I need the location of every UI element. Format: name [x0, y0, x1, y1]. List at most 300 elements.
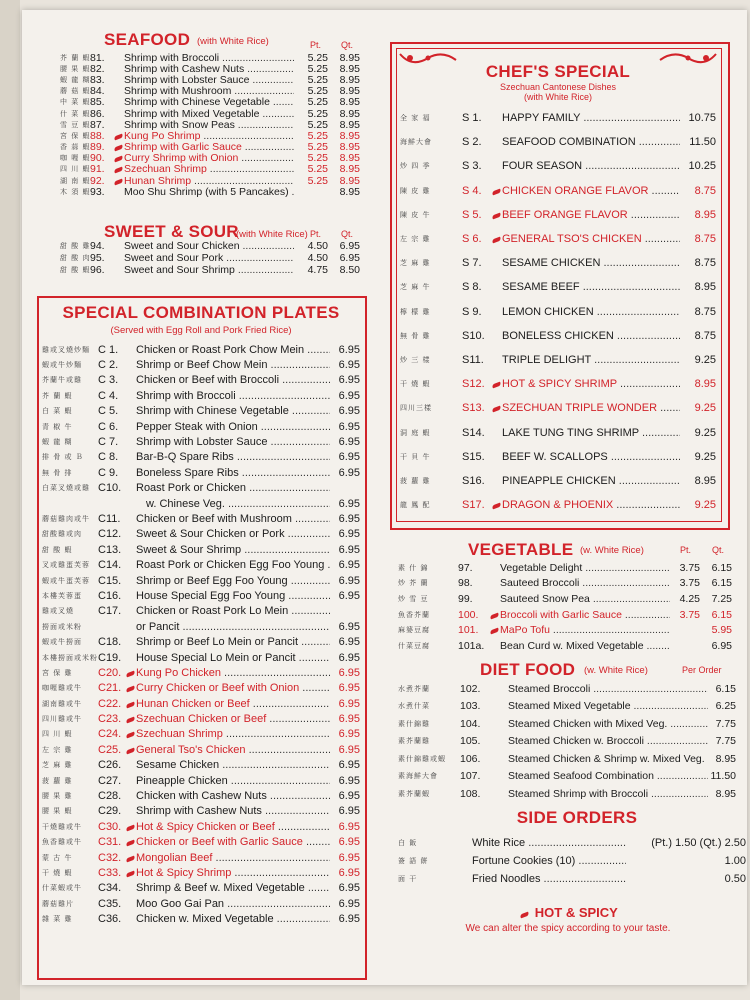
price-quart: 8.95 — [339, 96, 360, 109]
chinese-name: 腰 果 雞 — [42, 792, 73, 801]
item-number: 81. — [90, 51, 105, 64]
chinese-name: 素什錦雞或蝦 — [398, 754, 446, 763]
chinese-name: 甜 酸 蝦 — [60, 266, 91, 274]
chinese-name: 四川三樣 — [400, 404, 432, 413]
seafood-item — [60, 186, 360, 197]
item-name: Broccoli with Garlic Sauce ..... — [500, 609, 670, 621]
chinese-name: 簽 語 餅 — [398, 857, 429, 865]
item-name: Chicken or Roast Pork Chow Mein ..... — [136, 344, 330, 356]
item-price: 6.95 — [338, 374, 360, 387]
item-name: GENERAL TSO'S CHICKEN ..... — [502, 233, 680, 245]
item-price: 6.95 — [338, 666, 360, 679]
price-pint: 4.50 — [307, 240, 328, 252]
item-price: 6.95 — [338, 882, 360, 895]
hot-pepper-icon — [126, 701, 136, 708]
hot-pepper-icon — [114, 133, 124, 140]
chinese-name: 干 貝 牛 — [400, 452, 431, 461]
item-name: Mongolian Beef ..... — [136, 852, 330, 864]
item-name: Curry Shrimp with Onion ..... — [124, 152, 294, 164]
chinese-name: 中 菜 蝦 — [60, 98, 91, 107]
hot-pepper-slot — [124, 728, 136, 740]
chinese-name: 甜 酸 蝦 — [42, 545, 73, 554]
item-price: 6.95 — [338, 913, 360, 926]
item-number: C16. — [98, 589, 122, 602]
sweet-sour-list — [60, 240, 360, 276]
diet-food-section — [398, 660, 736, 803]
item-name: Steamed Chicken & Shrimp w. Mixed Veg. ..... — [508, 753, 708, 765]
side-order-item — [398, 834, 746, 852]
combination-item — [42, 665, 360, 680]
item-number: 94. — [90, 240, 105, 252]
chinese-name: 蘑 菇 蝦 — [60, 87, 91, 96]
chinese-name: 干 燒 蝦 — [400, 380, 431, 389]
combination-item — [42, 850, 360, 865]
item-name: Sesame Chicken ..... — [136, 759, 330, 771]
combination-item — [42, 727, 360, 742]
item-name: Shrimp with Snow Peas ..... — [124, 119, 294, 131]
item-name: MaPo Tofu ..... — [500, 624, 670, 636]
hot-pepper-slot — [490, 233, 502, 245]
chefs-special-item — [400, 251, 716, 275]
item-name: Chicken or Beef with Garlic Sauce ..... — [136, 836, 330, 848]
combination-item — [42, 588, 360, 603]
item-number: S 6. — [462, 233, 482, 246]
item-name: Sweet and Sour Shrimp ..... — [124, 264, 294, 276]
chefs-special-item — [400, 179, 716, 203]
item-name: Kung Po Chicken ..... — [136, 667, 330, 679]
chinese-name: 左 宗 雞 — [42, 745, 73, 754]
item-number: S 7. — [462, 257, 482, 270]
hot-pepper-icon — [490, 628, 500, 635]
hot-pepper-slot — [124, 713, 136, 725]
item-number: 107. — [460, 770, 481, 783]
item-name: Chicken or Beef with Broccoli ..... — [136, 374, 330, 386]
sweet-sour-item — [60, 264, 360, 276]
chinese-name: 雜 菜 雞 — [42, 915, 73, 924]
hot-pepper-slot — [490, 499, 502, 511]
chinese-name: 干燒雞或牛 — [42, 822, 82, 831]
chefs-special-item — [400, 154, 716, 178]
chefs-special-item — [400, 300, 716, 324]
item-price: 0.50 — [724, 873, 746, 885]
item-name: Shrimp or Beef Egg Foo Young ..... — [136, 575, 330, 587]
sweet-sour-subtitle: (with White Rice) — [236, 229, 308, 240]
chinese-name: 素 什 錦 — [398, 563, 429, 572]
chinese-name: 蝦或牛炒麵 — [42, 361, 82, 370]
item-number: C22. — [98, 697, 122, 710]
item-name: Fried Noodles ..... — [472, 873, 626, 885]
item-price: 6.95 — [338, 651, 360, 664]
item-name: Sauteed Snow Pea ..... — [500, 593, 670, 605]
item-price: 6.95 — [338, 451, 360, 464]
item-name: or Pancit ..... — [136, 621, 330, 633]
side-order-item — [398, 870, 746, 888]
item-price: 6.95 — [338, 820, 360, 833]
item-number: C28. — [98, 790, 122, 803]
seafood-item — [60, 164, 360, 175]
price-quart: 8.95 — [339, 129, 360, 142]
item-price: 6.95 — [338, 405, 360, 418]
item-number: S17. — [462, 499, 485, 512]
price-quart: 6.15 — [711, 561, 732, 574]
hot-pepper-slot — [112, 163, 124, 175]
chefs-special-item — [400, 469, 716, 493]
combination-item — [42, 696, 360, 711]
chinese-name: 陳 皮 雞 — [400, 186, 431, 195]
price-quart: 6.15 — [711, 608, 732, 621]
price-pint: 5.25 — [307, 96, 328, 109]
chefs-special-item — [400, 324, 716, 348]
price-quart: 8.95 — [339, 85, 360, 98]
combination-section — [42, 303, 360, 927]
item-price: 6.95 — [338, 343, 360, 356]
hot-pepper-slot — [490, 209, 502, 221]
item-number: C 7. — [98, 436, 119, 449]
item-name: Shrimp with Broccoli ..... — [136, 390, 330, 402]
seafood-col-qt: Qt. — [341, 40, 354, 50]
item-number: 91. — [90, 163, 105, 176]
combination-item — [42, 573, 360, 588]
chinese-name: 咖 喱 蝦 — [60, 154, 91, 163]
item-price: 8.95 — [715, 787, 736, 800]
chefs-special-item — [400, 275, 716, 299]
item-number: S11. — [462, 353, 484, 366]
hot-pepper-slot — [112, 175, 124, 187]
seafood-list — [60, 52, 360, 197]
item-number: C25. — [98, 743, 122, 756]
item-price: 6.95 — [338, 790, 360, 803]
item-name: Chicken or Roast Pork Lo Mein ..... — [136, 605, 330, 617]
item-name: Shrimp with Cashew Nuts ..... — [124, 63, 294, 75]
price-quart: 8.95 — [339, 185, 360, 198]
vegetable-item — [398, 638, 732, 654]
side-orders-title: SIDE ORDERS — [516, 808, 638, 827]
vegetable-section — [398, 540, 732, 654]
item-number: C 9. — [98, 466, 119, 479]
hot-pepper-icon — [126, 717, 136, 724]
item-price: 7.75 — [715, 735, 736, 748]
item-name: Kung Po Shrimp ..... — [124, 130, 294, 142]
item-name: SEAFOOD COMBINATION ..... — [502, 136, 680, 148]
price-pint: 5.25 — [307, 163, 328, 176]
hot-pepper-icon — [520, 912, 530, 919]
hot-pepper-slot — [488, 624, 500, 636]
hot-pepper-slot — [124, 867, 136, 879]
item-number: 99. — [458, 592, 473, 605]
item-number: C34. — [98, 882, 122, 895]
item-name: Hunan Shrimp ..... — [124, 175, 294, 187]
item-number: C 8. — [98, 451, 119, 464]
hot-pepper-slot — [124, 682, 136, 694]
item-number: S 3. — [462, 160, 482, 173]
item-name: Steamed Seafood Combination ..... — [508, 770, 708, 782]
chinese-name: 本樓撈面或米粉 — [42, 653, 98, 662]
chinese-name: 腰 果 蝦 — [60, 64, 91, 73]
chinese-name: 素海鮮大會 — [398, 772, 438, 781]
chinese-name: 水煮芥蘭 — [398, 684, 430, 693]
price-quart: 8.95 — [339, 163, 360, 176]
item-number: C20. — [98, 666, 122, 679]
item-number: C 6. — [98, 420, 119, 433]
item-number: C11. — [98, 512, 121, 525]
item-number: 95. — [90, 252, 105, 264]
item-number: S16. — [462, 474, 485, 487]
chinese-name: 無 骨 雞 — [400, 331, 431, 340]
price-quart: 6.15 — [711, 577, 732, 590]
item-price: 6.95 — [338, 574, 360, 587]
item-price: 8.95 — [694, 281, 716, 294]
hot-pepper-slot — [124, 667, 136, 679]
chefs-special-item — [400, 372, 716, 396]
diet-food-item — [398, 698, 736, 716]
item-name: SESAME CHICKEN ..... — [502, 257, 680, 269]
item-name: Pineapple Chicken ..... — [136, 775, 330, 787]
price-quart: 8.95 — [339, 107, 360, 120]
hot-pepper-icon — [492, 188, 502, 195]
chinese-name: 蝦 龍 糊 — [42, 438, 73, 447]
combination-item — [42, 511, 360, 526]
price-pint: 5.25 — [307, 129, 328, 142]
price-quart: 6.95 — [711, 639, 732, 652]
item-price: 8.75 — [694, 184, 716, 197]
seafood-title: SEAFOOD — [104, 30, 191, 49]
hot-pepper-icon — [492, 382, 502, 389]
item-price: 6.95 — [338, 543, 360, 556]
chefs-special-item — [400, 420, 716, 444]
hot-pepper-icon — [492, 237, 502, 244]
item-price: 10.25 — [688, 160, 716, 173]
chinese-name: 芥蘭牛或雞 — [42, 376, 82, 385]
vegetable-col-pt: Pt. — [680, 545, 692, 555]
item-name: Szechuan Shrimp ..... — [136, 728, 330, 740]
item-number: C14. — [98, 559, 122, 572]
item-name: Shrimp with Lobster Sauce ..... — [136, 436, 330, 448]
combination-item — [42, 865, 360, 880]
item-number: S14. — [462, 426, 485, 439]
item-name: Chicken or Beef with Mushroom ..... — [136, 513, 330, 525]
item-number: S12. — [462, 378, 485, 391]
seafood-item — [60, 119, 360, 130]
vegetable-subtitle: (w. White Rice) — [580, 545, 644, 556]
chinese-name: 本樓芙蓉蛋 — [42, 591, 82, 600]
chinese-name: 左 宗 雞 — [400, 235, 431, 244]
seafood-item — [60, 153, 360, 164]
item-name: FOUR SEASON ..... — [502, 160, 680, 172]
chinese-name: 白 飯 — [398, 839, 418, 847]
diet-food-subtitle: (w. White Rice) — [584, 665, 648, 676]
seafood-item — [60, 108, 360, 119]
chinese-name: 炒 雪 豆 — [398, 594, 429, 603]
chinese-name: 四 川 蝦 — [42, 730, 73, 739]
combination-item — [42, 758, 360, 773]
item-name: Shrimp with Chinese Vegetable ..... — [124, 96, 294, 108]
item-number: 100. — [458, 608, 479, 621]
chefs-special-item — [400, 130, 716, 154]
price-pint: 5.25 — [307, 118, 328, 131]
hot-pepper-slot — [124, 744, 136, 756]
combination-item — [42, 804, 360, 819]
item-number: 93. — [90, 185, 105, 198]
price-quart: 5.95 — [711, 624, 732, 637]
item-name: DRAGON & PHOENIX ..... — [502, 499, 680, 511]
item-price: 8.95 — [694, 474, 716, 487]
diet-food-item — [398, 715, 736, 733]
item-number: 104. — [460, 717, 481, 730]
chinese-name: 芥 蘭 蝦 — [60, 53, 91, 62]
item-number: C12. — [98, 528, 122, 541]
chinese-name: 雞或叉燒炒麵 — [42, 345, 90, 354]
item-name: House Special Egg Foo Young ..... — [136, 590, 330, 602]
chefs-special-title: CHEF'S SPECIAL — [485, 62, 631, 81]
sweet-sour-col-pt: Pt. — [310, 229, 322, 239]
item-price: 6.95 — [338, 759, 360, 772]
combination-list — [42, 342, 360, 927]
item-number: C 4. — [98, 389, 119, 402]
diet-food-item — [398, 680, 736, 698]
chefs-special-item — [400, 227, 716, 251]
diet-food-item — [398, 733, 736, 751]
chinese-name: 素什錦雞 — [398, 719, 430, 728]
item-price: 6.95 — [338, 512, 360, 525]
combination-item — [42, 881, 360, 896]
item-price: 8.95 — [715, 752, 736, 765]
chinese-name: 洞 庭 蝦 — [400, 428, 431, 437]
chinese-name: 素芥蘭蝦 — [398, 789, 430, 798]
side-orders-section — [398, 808, 746, 888]
item-number: 96. — [90, 264, 105, 276]
item-name: LAKE TUNG TING SHRIMP ..... — [502, 427, 680, 439]
chinese-name: 素芥蘭雞 — [398, 737, 430, 746]
hot-pepper-icon — [126, 670, 136, 677]
item-number: C10. — [98, 482, 122, 495]
item-number: 83. — [90, 73, 105, 86]
chinese-name: 宮 保 蝦 — [60, 131, 91, 140]
previous-page-edge — [0, 0, 20, 1000]
item-name: HAPPY FAMILY ..... — [502, 112, 680, 124]
combination-item — [42, 819, 360, 834]
item-number: C21. — [98, 682, 122, 695]
chinese-name: 菠 蘿 雞 — [400, 476, 431, 485]
item-name: Fortune Cookies (10) ..... — [472, 855, 626, 867]
chinese-name: 全 家 福 — [400, 114, 431, 123]
item-price: 6.95 — [338, 774, 360, 787]
item-price: 6.95 — [338, 389, 360, 402]
item-number: C24. — [98, 728, 122, 741]
hot-pepper-slot — [124, 852, 136, 864]
combination-item — [42, 711, 360, 726]
combination-item — [42, 527, 360, 542]
item-price: 6.95 — [338, 620, 360, 633]
chinese-name: 檸 檬 雞 — [400, 307, 431, 316]
item-price: 6.95 — [338, 836, 360, 849]
hot-spicy-label: HOT & SPICY — [534, 905, 618, 920]
chinese-name: 芝 麻 牛 — [400, 283, 431, 292]
chinese-name: 蝦或牛撈面 — [42, 638, 82, 647]
hot-pepper-icon — [114, 145, 124, 152]
combination-item — [42, 788, 360, 803]
price-pint: 5.25 — [307, 107, 328, 120]
chefs-special-item — [400, 348, 716, 372]
item-price: 6.95 — [338, 559, 360, 572]
combination-subtitle: (Served with Egg Roll and Pork Fried Rice) — [110, 325, 292, 336]
combination-item — [42, 465, 360, 480]
item-price: 8.75 — [694, 257, 716, 270]
combination-item — [42, 911, 360, 926]
item-number: C17. — [98, 605, 122, 618]
chinese-name: 無 骨 排 — [42, 468, 73, 477]
item-price: 6.95 — [338, 697, 360, 710]
item-price: 6.25 — [715, 700, 736, 713]
chinese-name: 蒙 古 牛 — [42, 853, 73, 862]
item-name: Shrimp or Beef Chow Mein ..... — [136, 359, 330, 371]
hot-pepper-icon — [126, 824, 136, 831]
hot-pepper-icon — [126, 855, 136, 862]
item-name: Boneless Spare Ribs ..... — [136, 467, 330, 479]
combination-item — [42, 619, 360, 634]
chinese-name: 蝦或牛蛋芙蓉 — [42, 576, 90, 585]
item-number: S 4. — [462, 184, 482, 197]
item-price: 1.00 — [724, 855, 746, 867]
item-price: 6.95 — [338, 528, 360, 541]
hot-pepper-icon — [490, 612, 500, 619]
chinese-name: 炒 三 樣 — [400, 355, 431, 364]
side-order-item — [398, 852, 746, 870]
diet-food-item — [398, 768, 736, 786]
diet-food-item — [398, 785, 736, 803]
item-price: 6.95 — [338, 743, 360, 756]
chinese-name: 海鮮大會 — [400, 138, 432, 147]
side-orders-list — [398, 834, 746, 888]
item-number: 105. — [460, 735, 481, 748]
item-number: C19. — [98, 651, 122, 664]
chinese-name: 龍 鳳 配 — [400, 501, 431, 510]
combination-item — [42, 557, 360, 572]
diet-food-col-per-order: Per Order — [682, 665, 722, 675]
chinese-name: 腰 果 蝦 — [42, 807, 73, 816]
chinese-name: 什 菜 蝦 — [60, 109, 91, 118]
diet-food-list — [398, 680, 736, 803]
item-name: Steamed Chicken w. Broccoli ..... — [508, 735, 708, 747]
chinese-name: 蘑菇雞片 — [42, 899, 74, 908]
seafood-item — [60, 86, 360, 97]
price-quart: 8.95 — [339, 152, 360, 165]
sweet-sour-title: SWEET & SOUR — [104, 222, 239, 241]
item-name: Steamed Broccoli ..... — [508, 683, 708, 695]
item-number: 103. — [460, 700, 481, 713]
item-name: PINEAPPLE CHICKEN ..... — [502, 475, 680, 487]
item-name: Steamed Chicken with Mixed Veg. ..... — [508, 718, 708, 730]
combination-item — [42, 604, 360, 619]
vegetable-item — [398, 591, 732, 607]
item-name: BONELESS CHICKEN ..... — [502, 330, 680, 342]
item-name: Moo Shu Shrimp (with 5 Pancakes) ..... — [124, 186, 294, 198]
chefs-special-item — [400, 445, 716, 469]
vegetable-list — [398, 560, 732, 654]
price-pint: 3.75 — [679, 577, 700, 590]
item-number: 101. — [458, 624, 479, 637]
item-number: C33. — [98, 866, 122, 879]
price-pint: 3.75 — [679, 561, 700, 574]
combination-item — [42, 496, 360, 511]
chefs-special-item — [400, 106, 716, 130]
price-pint: 5.25 — [307, 73, 328, 86]
chefs-special-item — [400, 493, 716, 517]
seafood-item — [60, 142, 360, 153]
combination-item — [42, 650, 360, 665]
chinese-name: 甜 酸 雞 — [60, 242, 91, 250]
item-number: S15. — [462, 450, 485, 463]
price-quart: 6.95 — [339, 252, 360, 264]
